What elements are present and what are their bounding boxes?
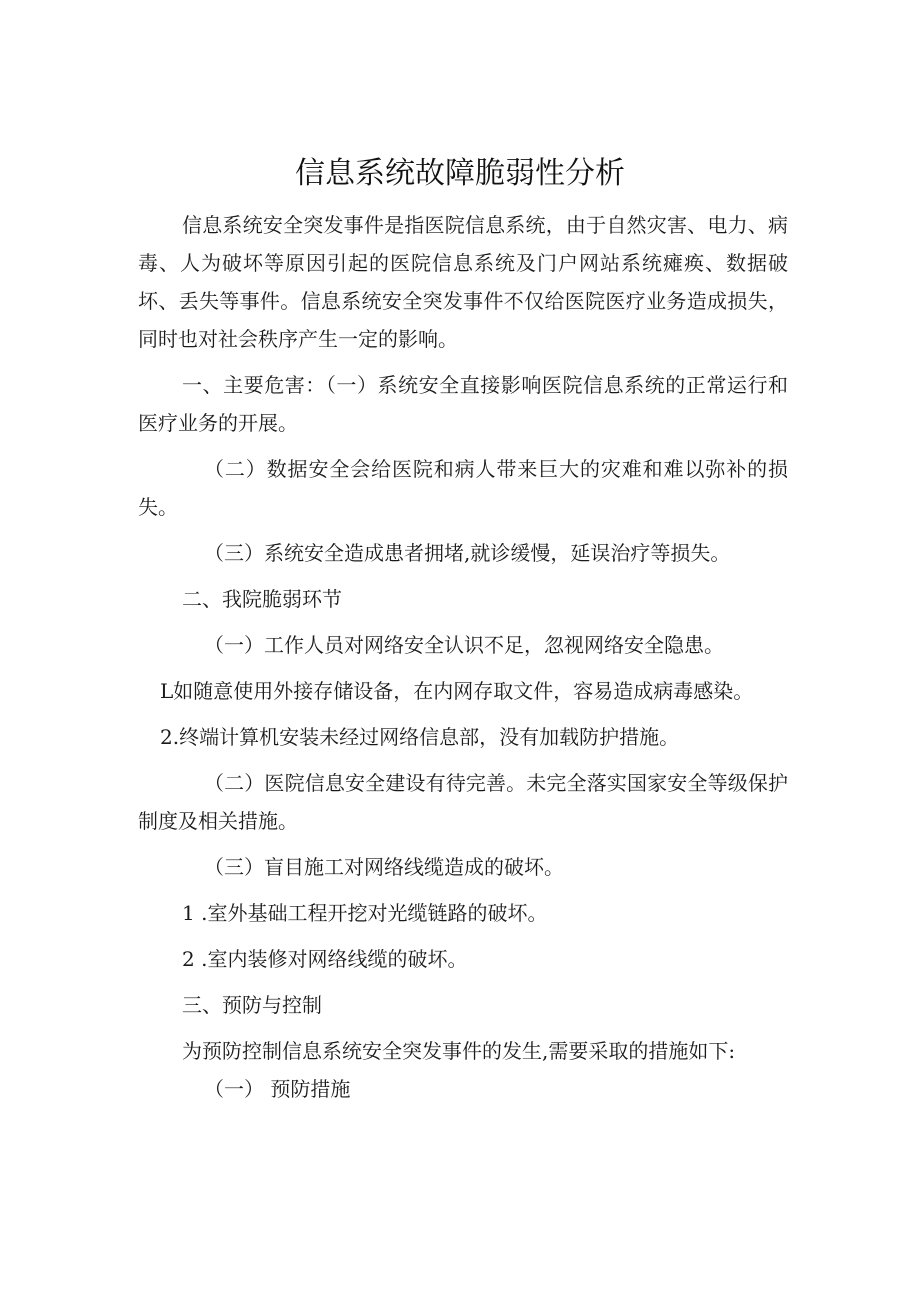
paragraph-staff-awareness: （一）工作人员对网络安全认识不足，忽视网络安全隐患。 [204,633,724,657]
paragraph-intro: 信息系统安全突发事件是指医院信息系统，由于自然灾害、电力、病毒、人为破坏等原因引起的医院信息系统及门户网站系统瘫痪、数据破坏、丢失等事件。信息系统安全突发事件不仅给医院医疗业务造成损失，同时也对社会秩序产生一定的影响。 [138,213,788,351]
paragraph-terminal-install: 2.终端计算机安装未经过网络信息部，没有加载防护措施。 [160,725,680,749]
paragraph-main-hazards: 一、主要危害：（一）系统安全直接影响医院信息系统的正常运行和医疗业务的开展。 [138,373,788,435]
paragraph-outdoor-works: 1 .室外基础工程开挖对光缆链路的破坏。 [182,901,548,925]
paragraph-weak-links-heading: 二、我院脆弱环节 [182,587,342,611]
paragraph-security-construction: （二）医院信息安全建设有待完善。未完全落实国家安全等级保护制度及相关措施。 [138,771,788,833]
page-title: 信息系统故障脆弱性分析 [295,156,625,191]
paragraph-prevention-intro: 为预防控制信息系统安全突发事件的发生,需要采取的措施如下: [182,1039,736,1063]
document-body [138,206,788,1116]
paragraph-external-storage: L如随意使用外接存储设备，在内网存取文件，容易造成病毒感染。 [160,679,754,703]
paragraph-prevention-heading: 三、预防与控制 [182,993,322,1017]
paragraph-prevention-measures: （一） 预防措施 [204,1077,351,1101]
paragraph-hazard-data: （二）数据安全会给医院和病人带来巨大的灾难和难以弥补的损失。 [138,457,788,519]
paragraph-hazard-congestion: （三）系统安全造成患者拥堵,就诊缓慢，延误治疗等损失。 [204,541,731,565]
paragraph-blind-construction: （三）盲目施工对网络线缆造成的破坏。 [204,855,564,879]
paragraph-indoor-renovation: 2 .室内装修对网络线缆的破坏。 [182,947,468,971]
